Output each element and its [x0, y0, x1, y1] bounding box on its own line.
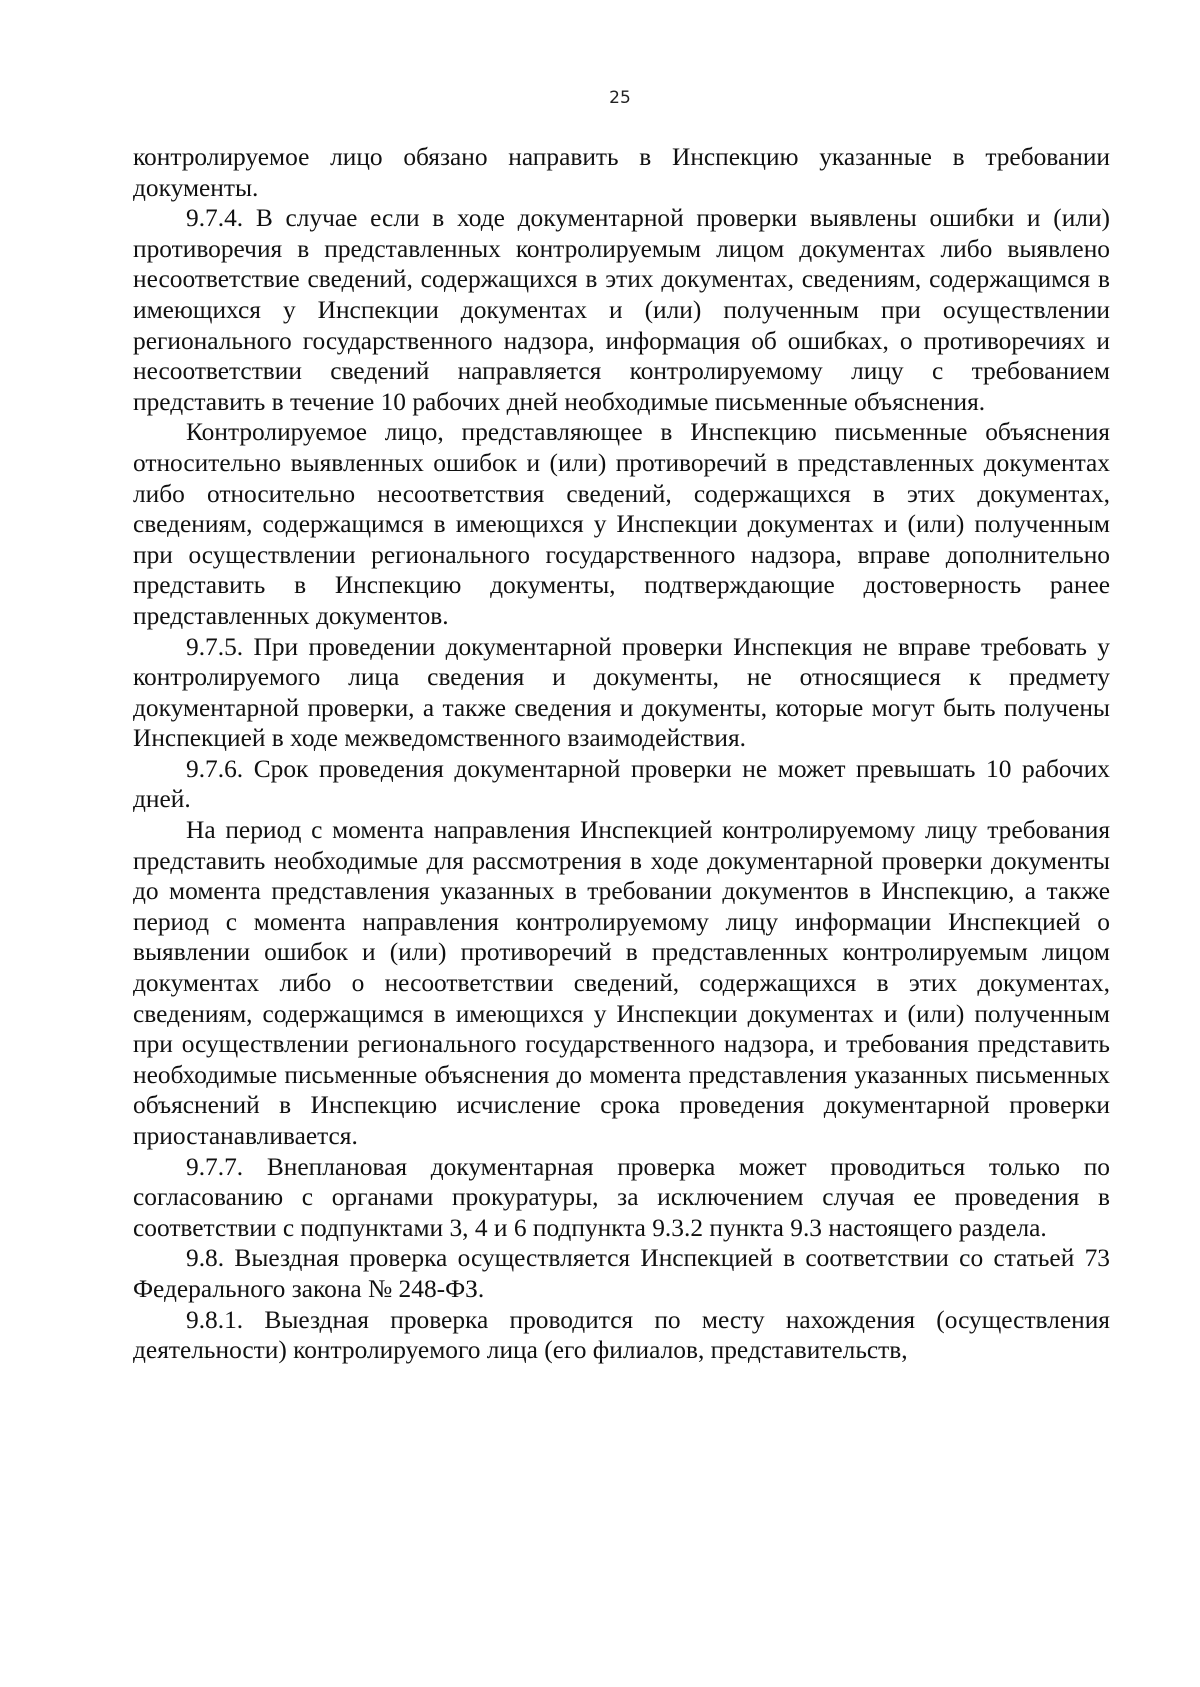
paragraph-9-7-6: 9.7.6. Срок проведения документарной проверки не может превышать 10 рабочих дней.: [133, 754, 1110, 814]
document-body: [133, 142, 1110, 1366]
paragraph-controlled-person-explanations: Контролируемое лицо, представляющее в Инспекцию письменные объяснения относительно выявленных ошибок и (или) противоречий в представленных документах либо относительно несоответствия сведений, содержащихся в этих документах, сведениям, содержащимся в имеющихся у Инспекции документах и (или) полученным при осуществлении регионального государственного надзора, вправе дополнительно представить в Инспекцию документы, подтверждающие достоверность ранее представленных документов.: [133, 418, 1110, 630]
paragraph-9-7-5: 9.7.5. При проведении документарной проверки Инспекция не вправе требовать у контролируемого лица сведения и документы, не относящиеся к предмету документарной проверки, а также сведения и документы, которые могут быть получены Инспекцией в ходе межведомственного взаимодействия.: [133, 632, 1110, 753]
paragraph-9-8-1: 9.8.1. Выездная проверка проводится по месту нахождения (осуществления деятельности) контролируемого лица (его филиалов, представительств,: [133, 1305, 1110, 1365]
paragraph-suspension-period: На период с момента направления Инспекцией контролируемому лицу требования представить необходимые для рассмотрения в ходе документарной проверки документы до момента представления указанных в требовании документов в Инспекцию, а также период с момента направления контролируемому лицу информации Инспекцией о выявлении ошибок и (или) противоречий в представленных контролируемым лицом документах либо о несоответствии сведений, содержащихся в этих документах, сведениям, содержащимся в имеющихся у Инспекции документах и (или) полученным при осуществлении регионального государственного надзора, и требования представить необходимые письменные объяснения до момента представления указанных письменных объяснений в Инспекцию исчисление срока проведения документарной проверки приостанавливается.: [133, 816, 1110, 1150]
paragraph-9-8: 9.8. Выездная проверка осуществляется Инспекцией в соответствии со статьей 73 Федерального закона № 248-ФЗ.: [133, 1244, 1110, 1303]
paragraph-continuation: контролируемое лицо обязано направить в Инспекцию указанные в требовании документы.: [133, 143, 1110, 202]
paragraph-9-7-7: 9.7.7. Внеплановая документарная проверка может проводиться только по согласованию с органами прокуратуры, за исключением случая ее проведения в соответствии с подпунктами 3, 4 и 6 подпункта 9.3.2 пункта 9.3 настоящего раздела.: [133, 1152, 1110, 1242]
page-number: 25: [609, 88, 631, 108]
paragraph-9-7-4: 9.7.4. В случае если в ходе документарной проверки выявлены ошибки и (или) противоречия в представленных контролируемым лицом документах либо выявлено несоответствие сведений, содержащихся в этих документах, сведениям, содержащимся в имеющихся у Инспекции документах и (или) полученным при осуществлении регионального государственного надзора, информация об ошибках, о противоречиях и несоответствии сведений направляется контролируемому лицу с требованием представить в течение 10 рабочих дней необходимые письменные объяснения.: [133, 204, 1110, 416]
